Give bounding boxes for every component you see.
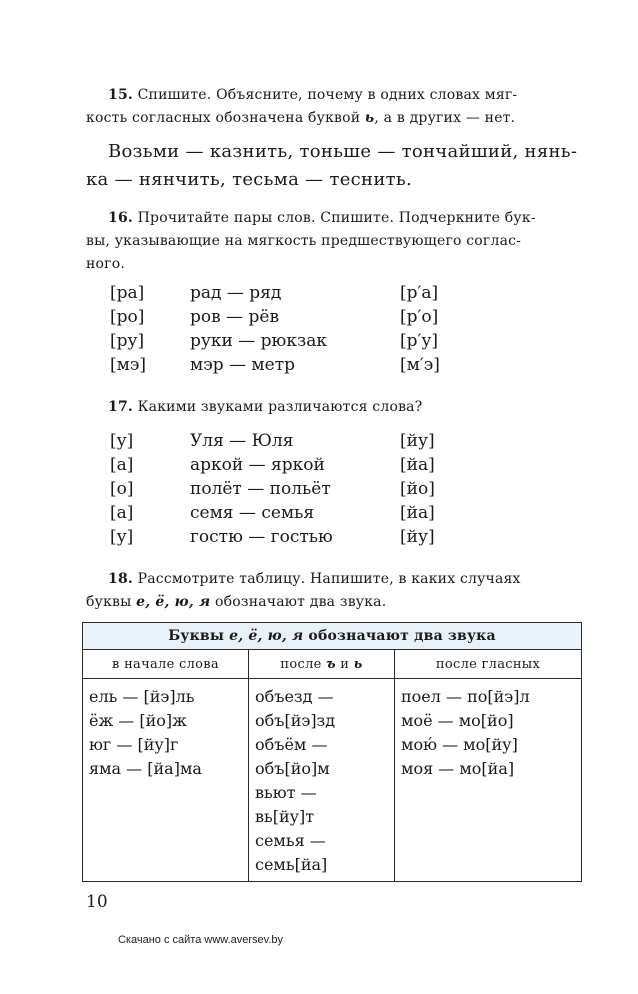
pair-row [110,501,470,525]
column-header-after-signs [249,650,395,679]
word-pair: мэр — метр [190,355,296,375]
exercise-18-instruction [86,568,582,614]
column-word-start [83,679,249,882]
table-entry: моя — мо[йа] [401,759,515,778]
table-entry: семь[йа] [255,855,328,874]
exercise-16-text-line3: ного. [86,256,125,272]
sound-single: [о] [110,479,134,499]
exercise-16-instruction [86,207,582,276]
table-entry: ёж — [йо]ж [89,711,187,730]
table-header [83,623,582,650]
exercise-15-words-line1: Возьми — казнить, тоньше — тончайший, нянь- [108,141,578,162]
exercise-17-instruction [86,396,582,419]
column-after-signs [249,679,395,882]
table-entry: объезд — [255,687,334,706]
pair-row [110,353,470,377]
table-entry: семья — [255,831,326,850]
exercise-17-text: Какими звуками различаются слова? [137,399,423,415]
sound-soft: [р′у] [400,331,439,351]
column-header-after: после [280,656,327,672]
exercise-15-text-line2-post: , а в других — нет. [374,110,516,126]
table-entry: объ[йэ]зд [255,711,336,730]
table-entry: мою́ — мо[йу] [401,735,518,754]
exercise-17-number: 17. [108,399,133,415]
sound-double: [йо] [400,479,435,499]
exercise-15-words [86,138,586,194]
pair-row [110,453,470,477]
page-number: 10 [86,892,108,912]
table-entry: поел — по[йэ]л [401,687,530,706]
word-pair: полёт — польёт [190,479,331,499]
exercise-18-number: 18. [108,571,133,587]
word-pair: Уля — Юля [190,431,294,451]
pair-row [110,329,470,353]
table-entry: вьют — [255,783,317,802]
exercise-15-instruction [86,84,582,130]
table-header-letters: е, ё, ю, я [229,628,304,644]
exercise-18-letters: е, ё, ю, я [136,594,211,610]
table-entry: объ[йо]м [255,759,330,778]
vowel-letters-table [82,622,582,882]
hard-sign: ъ [326,656,336,672]
sound-hard: [ро] [110,307,145,327]
exercise-18-text-line2-pre: буквы [86,594,137,610]
sound-double: [йу] [400,431,435,451]
table-entry: яма — [йа]ма [89,759,202,778]
exercise-15-number: 15. [108,87,133,103]
exercise-15-words-line2: ка — нянчить, тесьма — теснить. [86,169,413,190]
table-entry: ель — [йэ]ль [89,687,195,706]
source-footer: Скачано с сайта www.aversev.by [118,934,284,946]
table-header-post: обозначают два звука [303,628,496,644]
pair-row [110,429,470,453]
column-header-after-vowels: после гласных [395,650,582,679]
word-pair: аркой — яркой [190,455,325,475]
exercise-15-soft-sign: ь [364,110,375,126]
word-pair: руки — рюкзак [190,331,327,351]
column-header-word-start: в начале слова [83,650,249,679]
exercise-17-pairs [110,429,470,549]
sound-soft: [м′э] [400,355,440,375]
sound-single: [у] [110,431,134,451]
sound-single: [а] [110,503,134,523]
exercise-16-text-line2: вы, указывающие на мягкость предшествующего соглас- [86,233,522,249]
table-header-pre: Буквы [168,628,230,644]
sound-single: [у] [110,527,134,547]
sound-soft: [р′а] [400,283,439,303]
exercise-15-text-line1: Спишите. Объясните, почему в одних словах мяг- [137,87,518,103]
exercise-18-text-line2-post: обозначают два звука. [210,594,387,610]
word-pair: гостю — гостью [190,527,333,547]
table-entry: моё — мо[йо] [401,711,514,730]
table-entry: объём — [255,735,328,754]
sound-double: [йу] [400,527,435,547]
sound-double: [йа] [400,455,435,475]
word-pair: рад — ряд [190,283,282,303]
pair-row [110,305,470,329]
column-header-and: и [335,656,354,672]
sound-double: [йа] [400,503,435,523]
exercise-18-text-line1: Рассмотрите таблицу. Напишите, в каких случаях [137,571,521,587]
pair-row [110,281,470,305]
exercise-16-text-line1: Прочитайте пары слов. Спишите. Подчеркните бук- [137,210,536,226]
sound-soft: [р′о] [400,307,439,327]
exercise-15-text-line2-pre: кость согласных обозначена буквой [86,110,365,126]
pair-row [110,477,470,501]
sound-hard: [мэ] [110,355,147,375]
column-after-vowels [395,679,582,882]
sound-hard: [ру] [110,331,145,351]
pair-row [110,525,470,549]
exercise-16-number: 16. [108,210,133,226]
table-entry: вь[йу]т [255,807,315,826]
word-pair: семя — семья [190,503,315,523]
exercise-16-pairs [110,281,470,377]
table-entry: юг — [йу]г [89,735,179,754]
word-pair: ров — рёв [190,307,280,327]
soft-sign: ь [353,656,363,672]
sound-single: [а] [110,455,134,475]
sound-hard: [ра] [110,283,145,303]
